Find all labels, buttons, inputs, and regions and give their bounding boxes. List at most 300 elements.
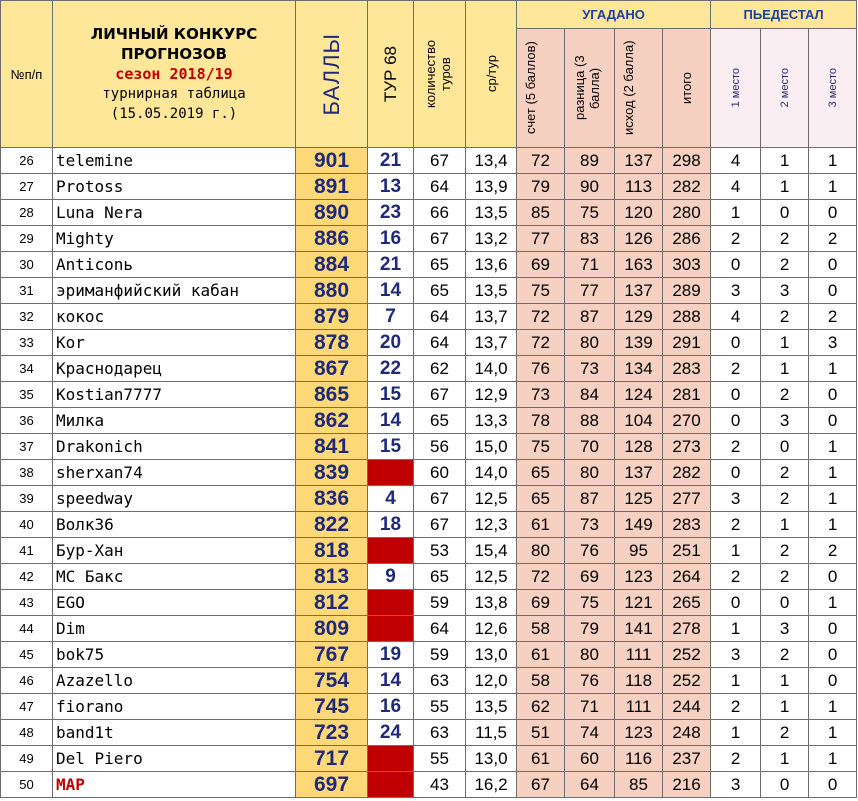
score-cell: 72 — [517, 330, 565, 356]
score-cell: 75 — [517, 434, 565, 460]
score-cell: 61 — [517, 512, 565, 538]
points-cell: 884 — [296, 252, 368, 278]
tour-points-cell: 9 — [368, 564, 414, 590]
avg-cell: 12,5 — [466, 486, 517, 512]
avg-cell: 13,7 — [466, 304, 517, 330]
col-header-total: итого — [663, 29, 711, 148]
tours-count-cell: 43 — [414, 772, 466, 798]
points-cell: 697 — [296, 772, 368, 798]
total-cell: 237 — [663, 746, 711, 772]
tour-points-cell: 19 — [368, 642, 414, 668]
avg-cell: 12,3 — [466, 512, 517, 538]
place1-cell: 0 — [711, 460, 761, 486]
row-number: 26 — [1, 148, 53, 174]
row-number: 30 — [1, 252, 53, 278]
place3-cell: 0 — [809, 564, 857, 590]
place1-cell: 3 — [711, 278, 761, 304]
diff-cell: 83 — [565, 226, 615, 252]
score-cell: 62 — [517, 694, 565, 720]
col-header-number: №п/п — [1, 1, 53, 148]
score-cell: 58 — [517, 668, 565, 694]
row-number: 41 — [1, 538, 53, 564]
total-cell: 278 — [663, 616, 711, 642]
season-label: сезон 2018/19 — [115, 65, 233, 83]
points-cell: 723 — [296, 720, 368, 746]
place2-cell: 3 — [761, 278, 809, 304]
place1-cell: 3 — [711, 772, 761, 798]
place3-cell: 0 — [809, 668, 857, 694]
table-row — [1, 668, 857, 694]
points-cell: 901 — [296, 148, 368, 174]
score-cell: 51 — [517, 720, 565, 746]
avg-cell: 13,5 — [466, 278, 517, 304]
table-row — [1, 434, 857, 460]
place2-cell: 2 — [761, 460, 809, 486]
diff-cell: 70 — [565, 434, 615, 460]
table-row — [1, 720, 857, 746]
diff-cell: 76 — [565, 538, 615, 564]
score-cell: 78 — [517, 408, 565, 434]
place2-cell: 0 — [761, 590, 809, 616]
score-cell: 79 — [517, 174, 565, 200]
diff-cell: 84 — [565, 382, 615, 408]
place1-cell: 1 — [711, 200, 761, 226]
place2-cell: 3 — [761, 408, 809, 434]
score-cell: 75 — [517, 278, 565, 304]
avg-cell: 14,0 — [466, 460, 517, 486]
place3-cell: 3 — [809, 330, 857, 356]
total-cell: 286 — [663, 226, 711, 252]
row-number: 50 — [1, 772, 53, 798]
player-name: Drakonich — [53, 434, 296, 460]
diff-cell: 90 — [565, 174, 615, 200]
title-line2: ПРОГНОЗОВ — [120, 45, 227, 63]
player-name: bok75 — [53, 642, 296, 668]
avg-cell: 15,4 — [466, 538, 517, 564]
diff-cell: 69 — [565, 564, 615, 590]
place1-cell: 2 — [711, 512, 761, 538]
tour-points-cell: 13 — [368, 174, 414, 200]
place2-cell: 1 — [761, 746, 809, 772]
tour-points-cell: 16 — [368, 694, 414, 720]
tours-count-cell: 59 — [414, 642, 466, 668]
diff-cell: 79 — [565, 616, 615, 642]
tour-points-cell: 14 — [368, 278, 414, 304]
table-row — [1, 746, 857, 772]
place3-cell: 2 — [809, 226, 857, 252]
place3-cell: 1 — [809, 720, 857, 746]
diff-cell: 71 — [565, 252, 615, 278]
player-name: Dim — [53, 616, 296, 642]
avg-cell: 13,7 — [466, 330, 517, 356]
row-number: 39 — [1, 486, 53, 512]
place1-cell: 1 — [711, 720, 761, 746]
total-cell: 291 — [663, 330, 711, 356]
table-row — [1, 252, 857, 278]
score-cell: 65 — [517, 486, 565, 512]
avg-cell: 11,5 — [466, 720, 517, 746]
outcome-cell: 163 — [615, 252, 663, 278]
diff-cell: 75 — [565, 590, 615, 616]
player-name: Kor — [53, 330, 296, 356]
row-number: 36 — [1, 408, 53, 434]
total-cell: 298 — [663, 148, 711, 174]
tour-points-cell — [368, 772, 414, 798]
outcome-cell: 123 — [615, 720, 663, 746]
score-cell: 69 — [517, 590, 565, 616]
place1-cell: 1 — [711, 616, 761, 642]
avg-cell: 12,9 — [466, 382, 517, 408]
outcome-cell: 104 — [615, 408, 663, 434]
avg-cell: 13,3 — [466, 408, 517, 434]
points-cell: 886 — [296, 226, 368, 252]
player-name: MAP — [53, 772, 296, 798]
col-header-avg: ср/тур — [466, 1, 517, 148]
total-cell: 252 — [663, 668, 711, 694]
points-cell: 839 — [296, 460, 368, 486]
points-cell: 813 — [296, 564, 368, 590]
place1-cell: 3 — [711, 642, 761, 668]
tour-points-cell: 14 — [368, 668, 414, 694]
place3-cell: 1 — [809, 356, 857, 382]
tour-points-cell: 18 — [368, 512, 414, 538]
row-number: 49 — [1, 746, 53, 772]
outcome-cell: 137 — [615, 460, 663, 486]
diff-cell: 73 — [565, 512, 615, 538]
tours-count-cell: 65 — [414, 564, 466, 590]
tour-points-cell: 23 — [368, 200, 414, 226]
place2-cell: 2 — [761, 720, 809, 746]
total-cell: 265 — [663, 590, 711, 616]
total-cell: 251 — [663, 538, 711, 564]
place2-cell: 0 — [761, 434, 809, 460]
points-cell: 822 — [296, 512, 368, 538]
tour-points-cell: 21 — [368, 252, 414, 278]
table-row — [1, 382, 857, 408]
total-cell: 244 — [663, 694, 711, 720]
place1-cell: 0 — [711, 330, 761, 356]
tour-points-cell — [368, 538, 414, 564]
player-name: Protoss — [53, 174, 296, 200]
place3-cell: 0 — [809, 616, 857, 642]
points-cell: 878 — [296, 330, 368, 356]
points-cell: 767 — [296, 642, 368, 668]
points-cell: 717 — [296, 746, 368, 772]
player-name: кокос — [53, 304, 296, 330]
row-number: 37 — [1, 434, 53, 460]
date-label: (15.05.2019 г.) — [110, 106, 238, 122]
place2-cell: 2 — [761, 642, 809, 668]
place1-cell: 4 — [711, 304, 761, 330]
score-cell: 72 — [517, 304, 565, 330]
score-cell: 69 — [517, 252, 565, 278]
avg-cell: 12,5 — [466, 564, 517, 590]
place2-cell: 1 — [761, 356, 809, 382]
tour-points-cell: 21 — [368, 148, 414, 174]
player-name: sherxan74 — [53, 460, 296, 486]
score-cell: 72 — [517, 564, 565, 590]
total-cell: 283 — [663, 512, 711, 538]
row-number: 31 — [1, 278, 53, 304]
table-row — [1, 642, 857, 668]
points-cell: 812 — [296, 590, 368, 616]
diff-cell: 75 — [565, 200, 615, 226]
row-number: 35 — [1, 382, 53, 408]
place1-cell: 2 — [711, 356, 761, 382]
outcome-cell: 125 — [615, 486, 663, 512]
points-cell: 818 — [296, 538, 368, 564]
tours-count-cell: 64 — [414, 304, 466, 330]
row-number: 43 — [1, 590, 53, 616]
place1-cell: 4 — [711, 148, 761, 174]
points-cell: 880 — [296, 278, 368, 304]
total-cell: 216 — [663, 772, 711, 798]
table-row — [1, 486, 857, 512]
place2-cell: 1 — [761, 694, 809, 720]
outcome-cell: 85 — [615, 772, 663, 798]
avg-cell: 13,5 — [466, 694, 517, 720]
total-cell: 282 — [663, 460, 711, 486]
tours-count-cell: 66 — [414, 200, 466, 226]
col-header-outcome: исход (2 балла) — [615, 29, 663, 148]
place1-cell: 2 — [711, 746, 761, 772]
score-cell: 72 — [517, 148, 565, 174]
place1-cell: 4 — [711, 174, 761, 200]
page-title — [53, 1, 296, 148]
row-number: 29 — [1, 226, 53, 252]
avg-cell: 16,2 — [466, 772, 517, 798]
group-header-guessed: УГАДАНО — [517, 1, 711, 29]
total-cell: 273 — [663, 434, 711, 460]
tours-count-cell: 53 — [414, 538, 466, 564]
tours-count-cell: 62 — [414, 356, 466, 382]
col-header-place2: 2 место — [761, 29, 809, 148]
place1-cell: 1 — [711, 668, 761, 694]
place2-cell: 2 — [761, 486, 809, 512]
tour-points-cell: 24 — [368, 720, 414, 746]
player-name: fiorano — [53, 694, 296, 720]
player-name: speedway — [53, 486, 296, 512]
table-label: турнирная таблица — [102, 86, 246, 102]
place2-cell: 2 — [761, 538, 809, 564]
total-cell: 270 — [663, 408, 711, 434]
place3-cell: 1 — [809, 148, 857, 174]
diff-cell: 80 — [565, 460, 615, 486]
table-row — [1, 590, 857, 616]
tour-points-cell: 20 — [368, 330, 414, 356]
avg-cell: 13,9 — [466, 174, 517, 200]
diff-cell: 88 — [565, 408, 615, 434]
player-name: telemine — [53, 148, 296, 174]
place3-cell: 0 — [809, 278, 857, 304]
tours-count-cell: 65 — [414, 252, 466, 278]
avg-cell: 13,6 — [466, 252, 517, 278]
place3-cell: 1 — [809, 434, 857, 460]
place3-cell: 0 — [809, 408, 857, 434]
points-cell: 745 — [296, 694, 368, 720]
player-name: эриманфийский кабан — [53, 278, 296, 304]
tour-points-cell: 4 — [368, 486, 414, 512]
player-name: Краснодарец — [53, 356, 296, 382]
points-cell: 754 — [296, 668, 368, 694]
total-cell: 282 — [663, 174, 711, 200]
outcome-cell: 120 — [615, 200, 663, 226]
total-cell: 281 — [663, 382, 711, 408]
avg-cell: 12,6 — [466, 616, 517, 642]
outcome-cell: 134 — [615, 356, 663, 382]
place2-cell: 1 — [761, 512, 809, 538]
table-row — [1, 564, 857, 590]
group-header-podium: ПЬЕДЕСТАЛ — [711, 1, 857, 29]
diff-cell: 87 — [565, 486, 615, 512]
row-number: 40 — [1, 512, 53, 538]
diff-cell: 87 — [565, 304, 615, 330]
tour-points-cell: 16 — [368, 226, 414, 252]
place3-cell: 1 — [809, 460, 857, 486]
outcome-cell: 124 — [615, 382, 663, 408]
place3-cell: 0 — [809, 772, 857, 798]
outcome-cell: 139 — [615, 330, 663, 356]
place3-cell: 2 — [809, 538, 857, 564]
diff-cell: 89 — [565, 148, 615, 174]
row-number: 33 — [1, 330, 53, 356]
table-row — [1, 304, 857, 330]
tour-points-cell: 15 — [368, 434, 414, 460]
col-header-score: счет (5 баллов) — [517, 29, 565, 148]
row-number: 48 — [1, 720, 53, 746]
score-cell: 61 — [517, 642, 565, 668]
tours-count-cell: 67 — [414, 148, 466, 174]
outcome-cell: 123 — [615, 564, 663, 590]
row-number: 47 — [1, 694, 53, 720]
points-cell: 841 — [296, 434, 368, 460]
diff-cell: 80 — [565, 642, 615, 668]
player-name: Azazello — [53, 668, 296, 694]
score-cell: 67 — [517, 772, 565, 798]
title-line1: ЛИЧНЫЙ КОНКУРС — [90, 25, 258, 43]
diff-cell: 71 — [565, 694, 615, 720]
tours-count-cell: 63 — [414, 668, 466, 694]
total-cell: 248 — [663, 720, 711, 746]
row-number: 45 — [1, 642, 53, 668]
diff-cell: 76 — [565, 668, 615, 694]
tours-count-cell: 55 — [414, 694, 466, 720]
avg-cell: 13,0 — [466, 642, 517, 668]
tours-count-cell: 67 — [414, 512, 466, 538]
place2-cell: 3 — [761, 616, 809, 642]
player-name: Mighty — [53, 226, 296, 252]
outcome-cell: 149 — [615, 512, 663, 538]
avg-cell: 14,0 — [466, 356, 517, 382]
tours-count-cell: 60 — [414, 460, 466, 486]
player-name: Luna Nera — [53, 200, 296, 226]
points-cell: 865 — [296, 382, 368, 408]
points-cell: 836 — [296, 486, 368, 512]
tours-count-cell: 64 — [414, 174, 466, 200]
diff-cell: 64 — [565, 772, 615, 798]
place1-cell: 0 — [711, 408, 761, 434]
score-cell: 73 — [517, 382, 565, 408]
table-row — [1, 408, 857, 434]
points-cell: 809 — [296, 616, 368, 642]
diff-cell: 80 — [565, 330, 615, 356]
place3-cell: 1 — [809, 694, 857, 720]
place1-cell: 2 — [711, 564, 761, 590]
score-cell: 85 — [517, 200, 565, 226]
place2-cell: 2 — [761, 382, 809, 408]
place3-cell: 1 — [809, 590, 857, 616]
place3-cell: 1 — [809, 174, 857, 200]
outcome-cell: 121 — [615, 590, 663, 616]
avg-cell: 13,4 — [466, 148, 517, 174]
row-number: 34 — [1, 356, 53, 382]
table-row — [1, 226, 857, 252]
player-name: МС Бакс — [53, 564, 296, 590]
row-number: 27 — [1, 174, 53, 200]
tours-count-cell: 64 — [414, 330, 466, 356]
player-name: Бур-Хан — [53, 538, 296, 564]
row-number: 38 — [1, 460, 53, 486]
place1-cell: 2 — [711, 694, 761, 720]
outcome-cell: 126 — [615, 226, 663, 252]
tours-count-cell: 65 — [414, 278, 466, 304]
table-row — [1, 148, 857, 174]
col-header-points: БАЛЛЫ — [296, 1, 368, 148]
total-cell: 252 — [663, 642, 711, 668]
player-name: Kostian7777 — [53, 382, 296, 408]
place3-cell: 1 — [809, 486, 857, 512]
points-cell: 890 — [296, 200, 368, 226]
player-name: Anticonь — [53, 252, 296, 278]
place2-cell: 2 — [761, 564, 809, 590]
col-header-tours-count: количество туров — [414, 1, 466, 148]
diff-cell: 60 — [565, 746, 615, 772]
place2-cell: 2 — [761, 252, 809, 278]
tours-count-cell: 65 — [414, 408, 466, 434]
place3-cell: 0 — [809, 252, 857, 278]
total-cell: 277 — [663, 486, 711, 512]
tour-points-cell — [368, 460, 414, 486]
row-number: 44 — [1, 616, 53, 642]
tours-count-cell: 59 — [414, 590, 466, 616]
col-header-diff: разница (3 балла) — [565, 29, 615, 148]
points-cell: 867 — [296, 356, 368, 382]
col-header-tour: ТУР 68 — [368, 1, 414, 148]
total-cell: 280 — [663, 200, 711, 226]
player-name: EGO — [53, 590, 296, 616]
table-row — [1, 278, 857, 304]
avg-cell: 13,5 — [466, 200, 517, 226]
score-cell: 76 — [517, 356, 565, 382]
player-name: Милка — [53, 408, 296, 434]
place1-cell: 2 — [711, 226, 761, 252]
score-cell: 80 — [517, 538, 565, 564]
outcome-cell: 137 — [615, 148, 663, 174]
outcome-cell: 137 — [615, 278, 663, 304]
row-number: 46 — [1, 668, 53, 694]
tours-count-cell: 67 — [414, 226, 466, 252]
place2-cell: 0 — [761, 200, 809, 226]
place1-cell: 3 — [711, 486, 761, 512]
tours-count-cell: 55 — [414, 746, 466, 772]
tours-count-cell: 67 — [414, 382, 466, 408]
place3-cell: 0 — [809, 642, 857, 668]
total-cell: 283 — [663, 356, 711, 382]
row-number: 42 — [1, 564, 53, 590]
score-cell: 65 — [517, 460, 565, 486]
avg-cell: 15,0 — [466, 434, 517, 460]
total-cell: 288 — [663, 304, 711, 330]
